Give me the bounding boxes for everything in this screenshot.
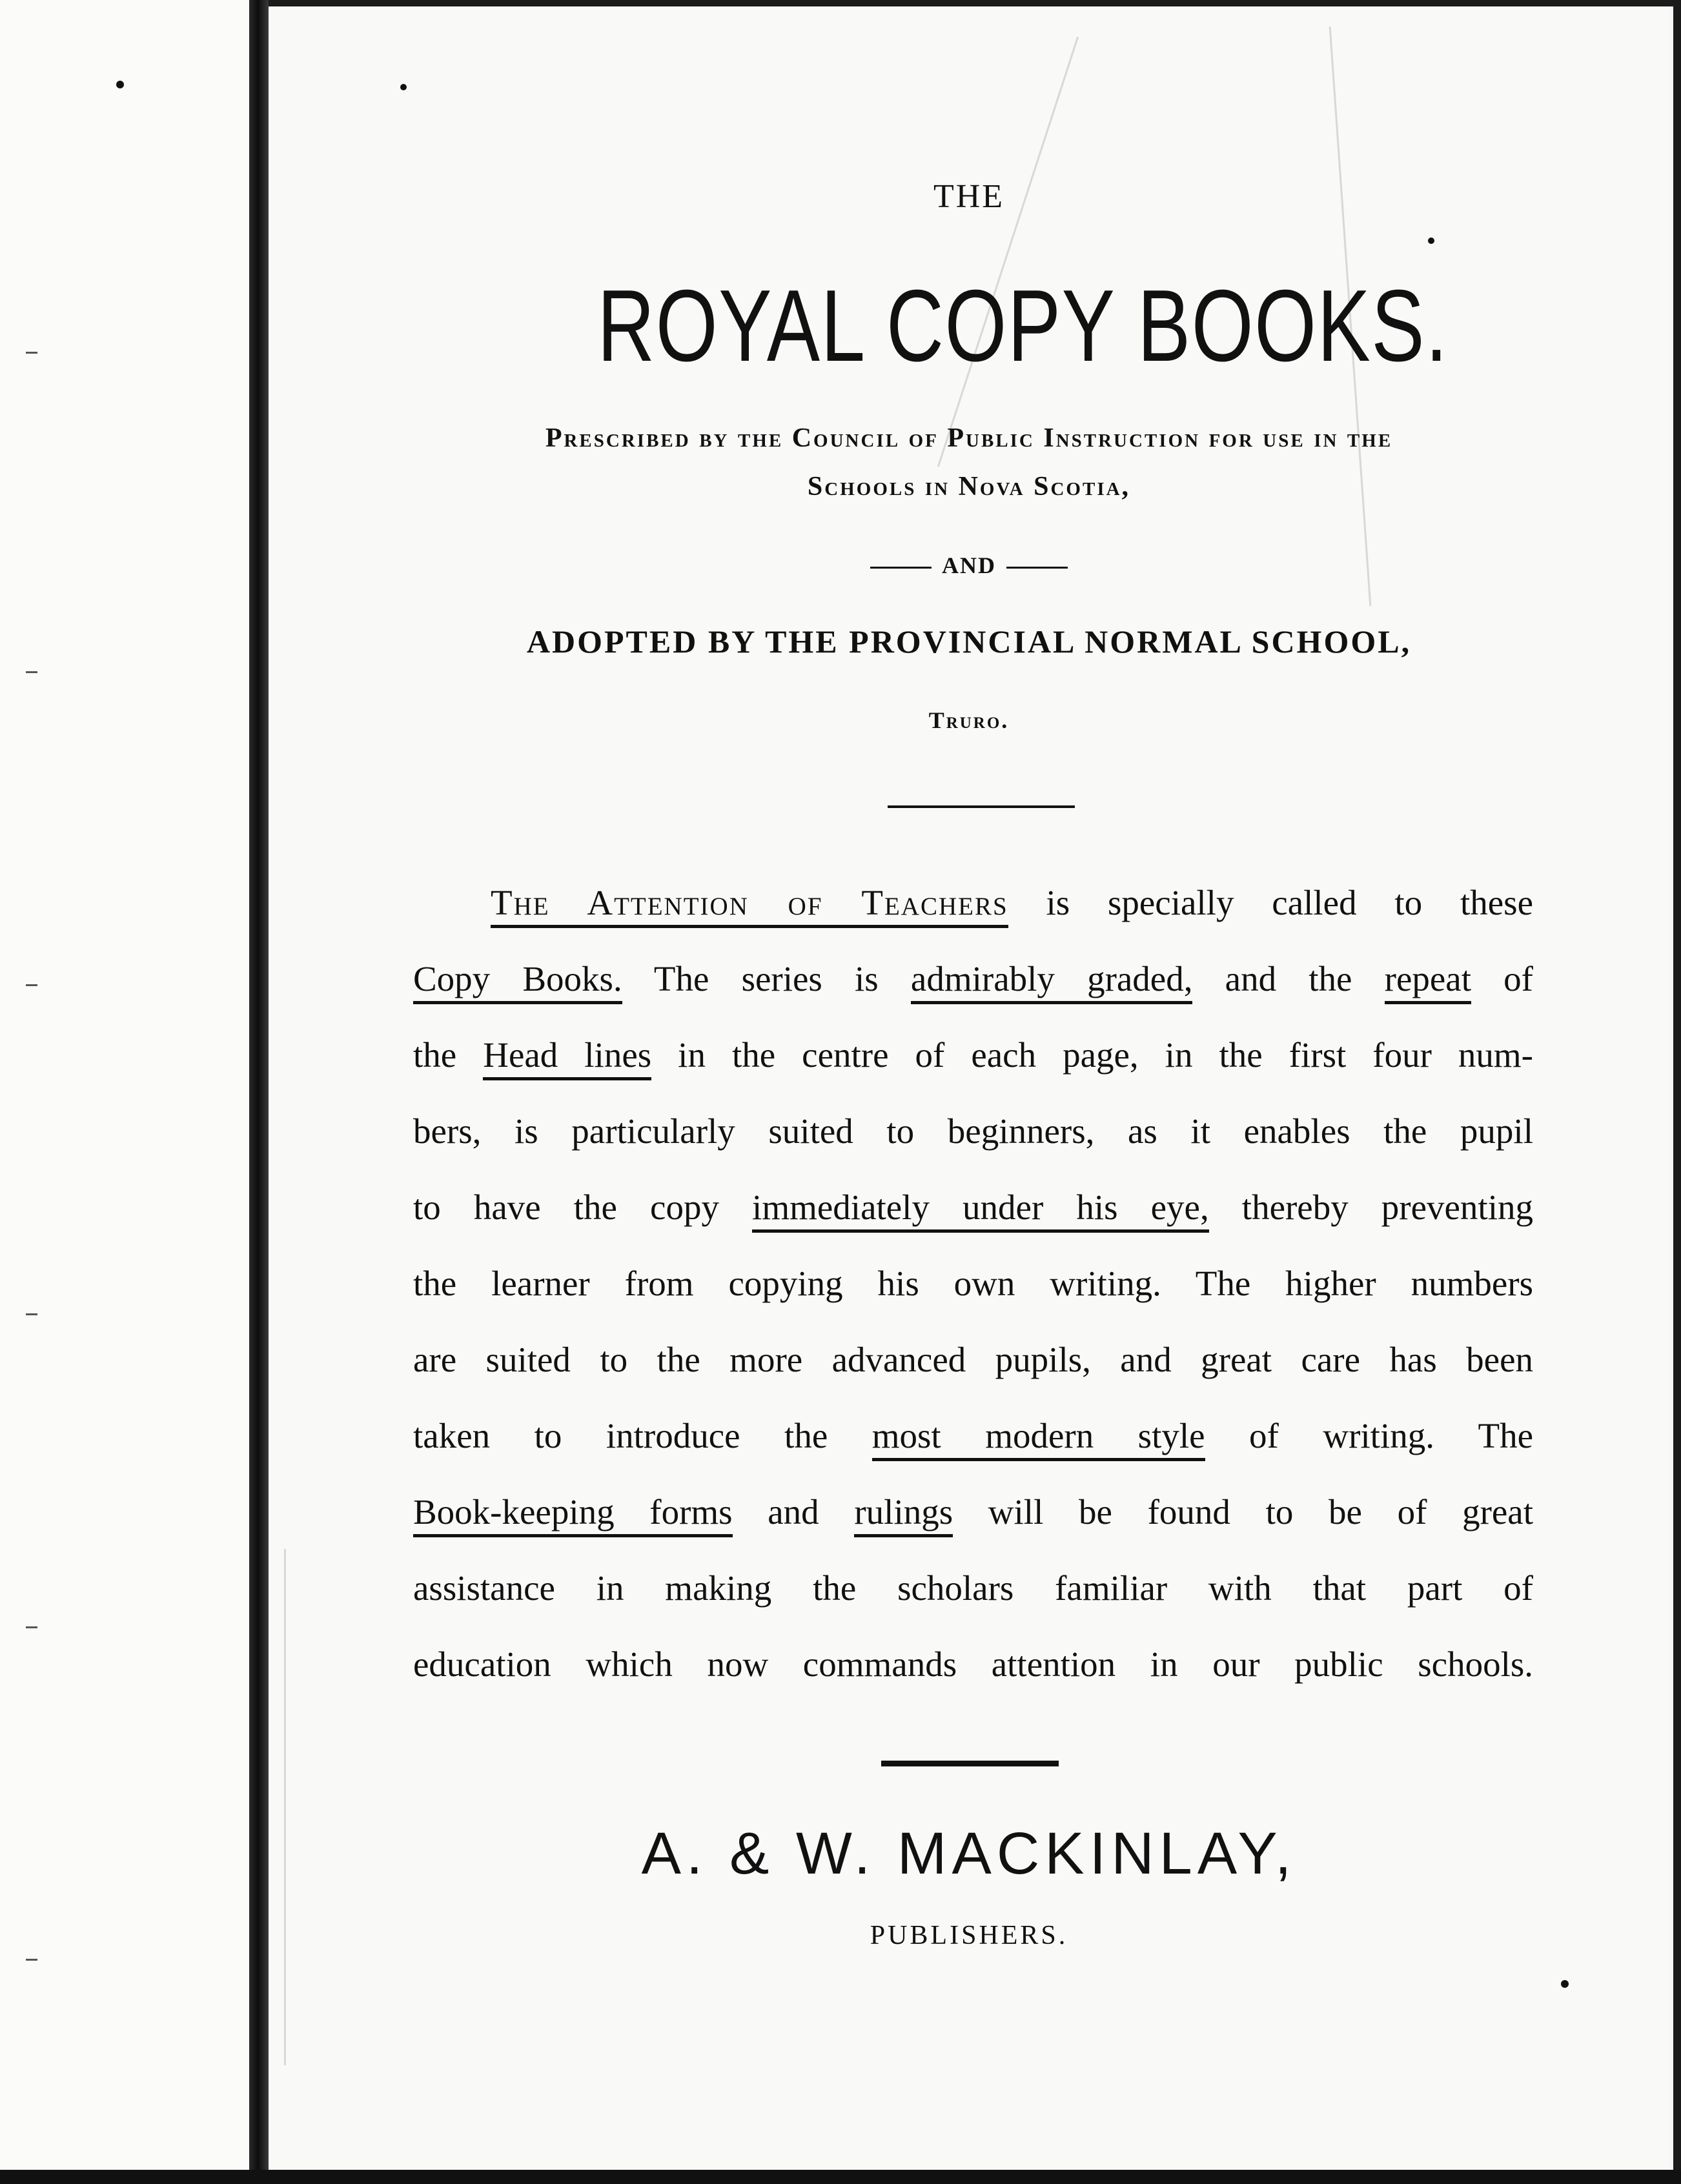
text-run: education which now commands attention in our public schools. — [413, 1644, 1533, 1684]
margin-mark — [26, 352, 37, 354]
underlined-phrase: most modern style — [872, 1416, 1205, 1461]
speck — [400, 84, 407, 90]
text-run: of — [1471, 959, 1533, 998]
speck — [1428, 238, 1434, 244]
paragraph-line — [413, 1093, 1533, 1169]
text-run: of writing. The — [1205, 1416, 1533, 1455]
text-run: and — [732, 1492, 855, 1532]
paragraph-line — [413, 1169, 1533, 1246]
text-run: taken to introduce the — [413, 1416, 872, 1455]
speck — [1561, 1980, 1569, 1988]
paragraph-line — [413, 1017, 1533, 1093]
divider-rule-thick — [881, 1761, 1059, 1766]
underlined-phrase: The Attention of Teachers — [491, 883, 1008, 928]
paper-crease — [284, 1549, 286, 2065]
text-run: is specially called to these — [1008, 883, 1533, 922]
paragraph-line — [413, 1246, 1533, 1322]
paragraph-line — [413, 941, 1533, 1017]
book-spine — [249, 0, 269, 2184]
publisher-name: A. & W. MACKINLAY, — [641, 1821, 1297, 1886]
body-paragraph — [413, 865, 1533, 1703]
prescribed-line-1: Prescribed by the Council of Public Instruction for use in the — [545, 423, 1393, 453]
text-run: and the — [1192, 959, 1385, 998]
underlined-phrase: Copy Books. — [413, 959, 622, 1004]
underlined-phrase: admirably graded, — [911, 959, 1193, 1004]
paragraph-line — [413, 1474, 1533, 1550]
dash-left — [870, 567, 932, 569]
text-run: assistance in making the scholars familiar with that part of — [413, 1568, 1533, 1608]
margin-mark — [26, 671, 37, 673]
dash-right — [1006, 567, 1068, 569]
paragraph-line — [413, 865, 1533, 941]
text-run: in the centre of each page, in the first four num- — [651, 1035, 1533, 1075]
paragraph-line — [413, 1398, 1533, 1474]
text-run: are suited to the more advanced pupils, and great care has been — [413, 1340, 1533, 1379]
margin-mark — [116, 81, 124, 88]
text-run: the — [413, 1035, 484, 1075]
text-run: The series is — [622, 959, 911, 998]
text-run: to have the copy — [413, 1188, 753, 1227]
text-run: the learner from copying his own writing. The higher numbers — [413, 1264, 1533, 1303]
location-line: Truro. — [928, 707, 1010, 733]
paragraph-line — [413, 1626, 1533, 1703]
prescribed-line-2: Schools in Nova Scotia, — [807, 472, 1131, 501]
text-run: bers, is particularly suited to beginners, as it enables the pupil — [413, 1111, 1533, 1151]
page-title: ROYAL COPY BOOKS. — [597, 269, 1449, 383]
paragraph-line — [413, 1322, 1533, 1398]
page-bottom-edge — [0, 2170, 1681, 2184]
and-text: AND — [942, 552, 996, 578]
text-run: will be found to be of great — [953, 1492, 1534, 1532]
page-top-edge — [269, 0, 1681, 6]
margin-mark — [26, 1626, 37, 1628]
underlined-phrase: immediately under his eye, — [752, 1188, 1209, 1233]
page-right-edge — [1673, 0, 1681, 2184]
text-run: thereby preventing — [1208, 1188, 1533, 1227]
paragraph-line — [413, 1550, 1533, 1626]
underlined-phrase: rulings — [854, 1492, 953, 1537]
and-separator — [269, 552, 1669, 579]
heading-the: THE — [933, 178, 1005, 215]
margin-mark — [26, 1313, 37, 1315]
publishers-label: PUBLISHERS. — [870, 1921, 1068, 1950]
adopted-line: ADOPTED BY THE PROVINCIAL NORMAL SCHOOL, — [526, 623, 1412, 660]
margin-mark — [26, 984, 37, 986]
margin-mark — [26, 1959, 37, 1961]
underlined-phrase: repeat — [1385, 959, 1471, 1004]
left-margin — [0, 0, 255, 2184]
underlined-phrase: Book-keeping forms — [413, 1492, 733, 1537]
divider-rule — [888, 805, 1075, 808]
underlined-phrase: Head lines — [483, 1035, 651, 1080]
